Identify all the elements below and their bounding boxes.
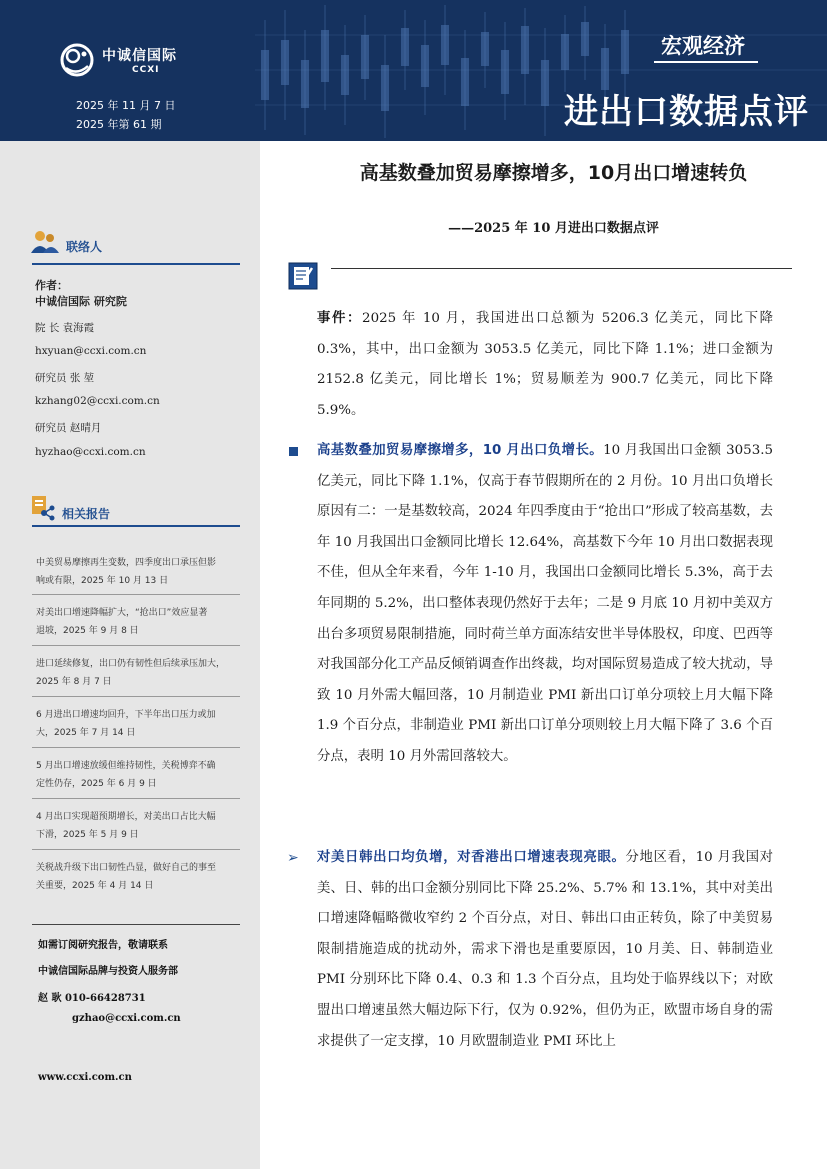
report-type-title: 进出口数据点评 (564, 92, 809, 132)
related-report-item[interactable] (36, 757, 241, 793)
contacts-heading (30, 229, 102, 255)
event-text: 2025 年 10 月，我国进出口总额为 5206.3 亿美元，同比下降 0.3%，其中，出口金额为 3053.5 亿美元，同比下降 1.1%；进口金额为 2152.8 亿美元，同比增长 1%；贸易顺差为 900.7 亿美元，同比下降 5.9%。 (317, 311, 773, 418)
related-report-item[interactable] (36, 808, 241, 844)
related-report-line: 4 月出口实现超预期增长，对美出口占比大幅 (36, 812, 216, 822)
event-paragraph (317, 304, 773, 426)
related-separator (32, 849, 240, 850)
related-report-item[interactable] (36, 706, 241, 742)
contacts-people-icon (30, 229, 60, 255)
related-report-line: 5 月出口增速放缓但维持韧性，关税博弈不确 (36, 761, 216, 771)
section-text: 分地区看，10 月我国对美、日、韩的出口金额分别同比下降 25.2%、5.7% 和 13.1%，其中对美出口增速降幅略微收窄约 2 个百分点，对日、韩出口由正转负，除了中美贸易限制措施造成的扰动外，需求下滑也是重要原因，10 月美、日、韩制造业 PMI 分别环比下降 0.4、0.3 和 1.3 个百分点，且均处于临界线以下；对欧盟出口增速虽然大幅边际下行，仅为 0.92%，但仍为正，欧盟市场自身的需求提供了一定支撑，10 月欧盟制造业 PMI 环比上 (317, 850, 773, 1049)
related-separator (32, 696, 240, 697)
contacts-rule (32, 263, 240, 265)
document-title: 高基数叠加贸易摩擦增多，10月出口增速转负 (359, 162, 748, 184)
contact-person-email[interactable]: hyzhao@ccxi.com.cn (35, 446, 146, 458)
issue-number: 2025 年第 61 期 (76, 118, 162, 131)
section-paragraph-regions (317, 843, 773, 1057)
section-heading: 高基数叠加贸易摩擦增多，10 月出口负增长。 (317, 443, 604, 458)
related-report-line: 关重要，2025 年 4 月 14 日 (36, 881, 154, 891)
contact-person-email[interactable]: kzhang02@ccxi.com.cn (35, 395, 160, 407)
header-banner (0, 0, 827, 141)
related-report-line: 下滑，2025 年 5 月 9 日 (36, 830, 139, 840)
related-separator (32, 645, 240, 646)
related-report-line: 定性仍存，2025 年 6 月 9 日 (36, 779, 157, 789)
related-report-line: 大，2025 年 7 月 14 日 (36, 728, 136, 738)
ccxi-logo-icon (58, 40, 96, 80)
contact-email[interactable]: gzhao@ccxi.com.cn (72, 1013, 181, 1024)
related-separator (32, 594, 240, 595)
related-report-line: 对美出口增速降幅扩大，“抢出口”效应显著 (36, 608, 208, 618)
document-subtitle: ——2025 年 10 月进出口数据点评 (448, 221, 659, 236)
contacts-heading-label: 联络人 (66, 240, 103, 254)
subscribe-note: 如需订阅研究报告，敬请联系 (38, 940, 168, 951)
document-pen-icon (288, 262, 318, 290)
related-rule (32, 525, 240, 527)
institute-name: 中诚信国际 研究院 (35, 295, 127, 308)
arrow-bullet-icon: ➢ (287, 850, 299, 866)
related-report-line: 关税战升级下出口韧性凸显，做好自己的事至 (36, 863, 217, 873)
report-date: 2025 年 11 月 7 日 (76, 99, 176, 112)
content-rule (331, 268, 792, 269)
service-department: 中诚信国际品牌与投资人服务部 (38, 966, 178, 977)
ccxi-logo (58, 40, 177, 80)
website-link[interactable]: www.ccxi.com.cn (38, 1072, 132, 1083)
related-report-line: 2025 年 8 月 7 日 (36, 677, 112, 687)
event-label: 事件： (317, 311, 363, 326)
contact-person-name: 研究员 赵晴月 (35, 422, 102, 434)
related-report-line: 进口延续修复，出口仍有韧性但后续承压加大， (36, 659, 226, 669)
related-report-item[interactable] (36, 859, 241, 895)
section-paragraph-export (317, 436, 773, 773)
author-label: 作者： (35, 279, 68, 292)
related-report-line: 退坡，2025 年 9 月 8 日 (36, 626, 139, 636)
related-report-line: 中美贸易摩擦再生变数，四季度出口承压但影 (36, 558, 217, 568)
section-text: 10 月我国出口金额 3053.5 亿美元，同比下降 1.1%，仅高于春节假期所在的 2 月份。10 月出口负增长原因有二：一是基数较高，2024 年四季度由于“抢出口”形成了较高基数，去年 10 月我国出口金额同比增长 12.64%，高基数下今年 10 月出口数据表现不佳，但从全年来看，今年 1-10 月，我国出口金额同比增长 5.3%，高于去年同期的 5.2%，出口整体表现仍然好于去年；二是 9 月底 10 月初中美双方出台多项贸易限制措施，同时荷兰单方面冻结安世半导体股权，印度、巴西等对我国部分化工产品反倾销调查作出终裁，均对国际贸易造成了较大扰动，导致 10 月外需大幅回落，10 月制造业 PMI 新出口订单分项较上月大幅下降 1.9 个百分点，非制造业 PMI 新出口订单分项则较上月大幅下降了 3.6 个百分点，表明 10 月外需回落较大。 (317, 443, 774, 764)
related-separator (32, 798, 240, 799)
related-heading-label: 相关报告 (62, 507, 111, 521)
contact-phone: 赵 耿 010-66428731 (38, 993, 146, 1004)
contact-rule (32, 924, 240, 925)
related-report-line: 6 月进出口增速均回升，下半年出口压力或加 (36, 710, 216, 720)
logo-name-cn: 中诚信国际 (102, 48, 177, 64)
related-report-item[interactable] (36, 604, 241, 640)
related-report-item[interactable] (36, 554, 241, 590)
category-underline (654, 61, 758, 63)
related-heading (30, 494, 110, 522)
related-separator (32, 747, 240, 748)
logo-name-en: CCXI (132, 65, 160, 75)
report-category: 宏观经济 (661, 34, 745, 58)
related-report-item[interactable] (36, 655, 241, 691)
section-heading: 对美日韩出口均负增，对香港出口增速表现亮眼。 (317, 850, 626, 865)
related-reports-icon (30, 494, 56, 522)
contact-person-name: 院 长 袁海霞 (35, 322, 95, 334)
contact-person-email[interactable]: hxyuan@ccxi.com.cn (35, 345, 147, 357)
square-bullet-icon (289, 447, 298, 456)
related-report-line: 响或有限，2025 年 10 月 13 日 (36, 576, 169, 586)
contact-person-name: 研究员 张 堃 (35, 372, 95, 384)
